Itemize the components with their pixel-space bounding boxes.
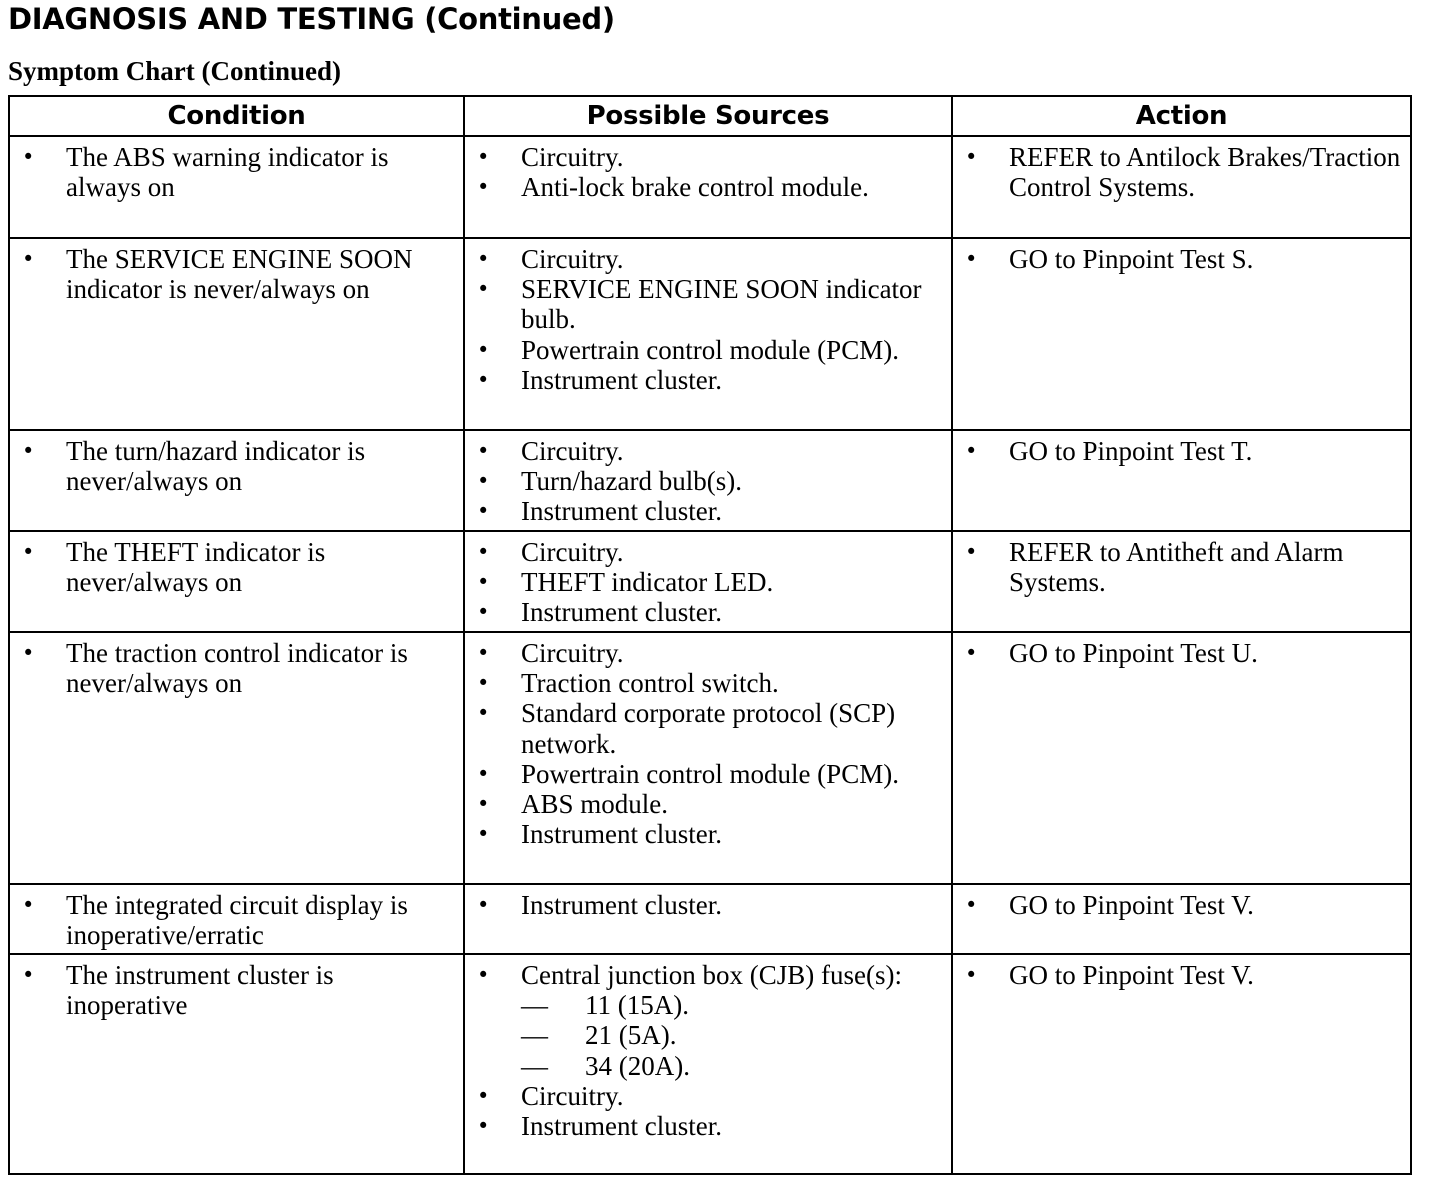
header-action: Action bbox=[952, 96, 1411, 136]
source-item: • Turn/hazard bulb(s). bbox=[465, 466, 947, 496]
header-condition: Condition bbox=[9, 96, 464, 136]
fuse-list-lead: Central junction box (CJB) fuse(s): bbox=[521, 960, 902, 990]
sources-cell bbox=[464, 136, 952, 238]
source-item: • ABS module. bbox=[465, 789, 947, 819]
source-item: • Circuitry. bbox=[465, 537, 947, 567]
sources-cell bbox=[464, 238, 952, 430]
fuse-value: 21 (5A). bbox=[585, 1020, 677, 1051]
action-cell bbox=[952, 531, 1411, 632]
table-row bbox=[9, 136, 1411, 238]
action-text: • GO to Pinpoint Test V. bbox=[953, 960, 1406, 990]
fuse-item bbox=[521, 1020, 947, 1050]
fuse-value: 34 (20A). bbox=[585, 1050, 690, 1081]
condition-cell bbox=[9, 531, 464, 632]
source-item bbox=[465, 960, 947, 1081]
source-item: • THEFT indicator LED. bbox=[465, 567, 947, 597]
action-text: • GO to Pinpoint Test V. bbox=[953, 890, 1406, 920]
table-row bbox=[9, 531, 1411, 632]
source-item: • Instrument cluster. bbox=[465, 1111, 947, 1141]
source-item: • Circuitry. bbox=[465, 244, 947, 274]
sources-cell bbox=[464, 531, 952, 632]
fuse-value: 11 (15A). bbox=[585, 990, 689, 1021]
condition-text: • The integrated circuit display is inoperative/erratic bbox=[10, 890, 459, 950]
symptom-chart-table bbox=[8, 95, 1412, 1175]
condition-cell bbox=[9, 238, 464, 430]
header-possible-sources: Possible Sources bbox=[464, 96, 952, 136]
action-cell bbox=[952, 632, 1411, 884]
source-item: • Traction control switch. bbox=[465, 668, 947, 698]
action-text: • GO to Pinpoint Test S. bbox=[953, 244, 1406, 274]
condition-text: • The traction control indicator is never/always on bbox=[10, 638, 459, 698]
fuse-item bbox=[521, 990, 947, 1020]
condition-cell bbox=[9, 430, 464, 531]
table-row bbox=[9, 430, 1411, 531]
sources-cell bbox=[464, 430, 952, 531]
sources-cell bbox=[464, 884, 952, 954]
source-item: • Instrument cluster. bbox=[465, 597, 947, 627]
source-item: • Powertrain control module (PCM). bbox=[465, 759, 947, 789]
source-item: • Instrument cluster. bbox=[465, 819, 947, 849]
source-item: • Powertrain control module (PCM). bbox=[465, 335, 947, 365]
action-cell bbox=[952, 136, 1411, 238]
source-item: • Circuitry. bbox=[465, 142, 947, 172]
condition-cell bbox=[9, 884, 464, 954]
condition-text: • The SERVICE ENGINE SOON indicator is never/always on bbox=[10, 244, 459, 304]
source-item: • Instrument cluster. bbox=[465, 496, 947, 526]
action-cell bbox=[952, 884, 1411, 954]
source-item: • Standard corporate protocol (SCP) network. bbox=[465, 698, 947, 758]
condition-text: • The THEFT indicator is never/always on bbox=[10, 537, 459, 597]
source-item: • Instrument cluster. bbox=[465, 890, 947, 920]
sources-cell bbox=[464, 632, 952, 884]
source-item: • Circuitry. bbox=[465, 1081, 947, 1111]
fuse-dash: — bbox=[521, 1050, 548, 1081]
source-item: • Instrument cluster. bbox=[465, 365, 947, 395]
source-item: • SERVICE ENGINE SOON indicator bulb. bbox=[465, 274, 947, 334]
action-cell bbox=[952, 430, 1411, 531]
fuse-item bbox=[521, 1051, 947, 1081]
action-text: • REFER to Antitheft and Alarm Systems. bbox=[953, 537, 1406, 597]
action-cell bbox=[952, 238, 1411, 430]
action-cell bbox=[952, 954, 1411, 1174]
source-item: • Anti-lock brake control module. bbox=[465, 172, 947, 202]
condition-text: • The ABS warning indicator is always on bbox=[10, 142, 459, 202]
fuse-dash: — bbox=[521, 1020, 548, 1051]
page-title: DIAGNOSIS AND TESTING (Continued) bbox=[8, 2, 615, 36]
condition-cell bbox=[9, 136, 464, 238]
source-item: • Circuitry. bbox=[465, 638, 947, 668]
action-text: • GO to Pinpoint Test T. bbox=[953, 436, 1406, 466]
action-text: • REFER to Antilock Brakes/Traction Control Systems. bbox=[953, 142, 1406, 202]
action-text: • GO to Pinpoint Test U. bbox=[953, 638, 1406, 668]
fuse-list bbox=[521, 990, 947, 1081]
table-row bbox=[9, 238, 1411, 430]
table-row bbox=[9, 632, 1411, 884]
condition-cell bbox=[9, 632, 464, 884]
table-row bbox=[9, 884, 1411, 954]
section-title: Symptom Chart (Continued) bbox=[8, 56, 342, 86]
sources-cell bbox=[464, 954, 952, 1174]
condition-text: • The turn/hazard indicator is never/always on bbox=[10, 436, 459, 496]
fuse-dash: — bbox=[521, 990, 548, 1021]
condition-text: • The instrument cluster is inoperative bbox=[10, 960, 459, 1020]
source-item: • Circuitry. bbox=[465, 436, 947, 466]
table-row bbox=[9, 954, 1411, 1174]
condition-cell bbox=[9, 954, 464, 1174]
table-header-row bbox=[9, 96, 1411, 136]
